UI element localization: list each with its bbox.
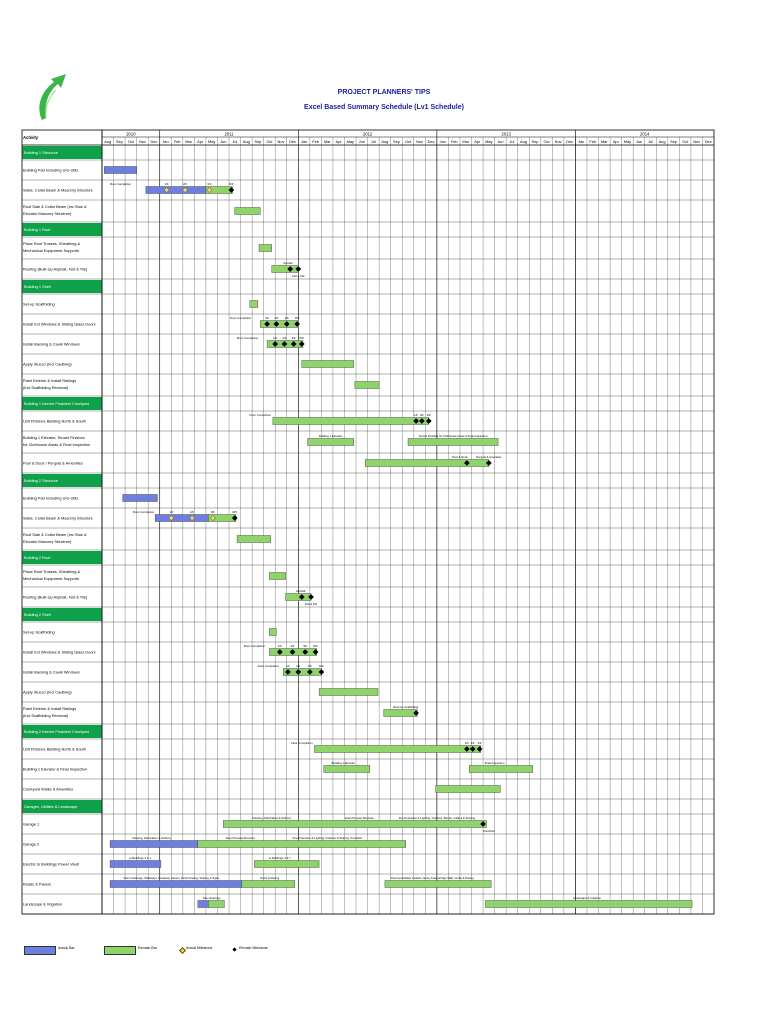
month-label: Jul (232, 138, 238, 144)
activity-label: Paint Exterior & Install Railings (23, 378, 77, 383)
legend-remain-milestone-label: Remain Milestone (239, 946, 268, 950)
month-label: Mar (462, 138, 470, 144)
bar-annotation: R/F (229, 182, 234, 187)
legend-remain-bar-label: Remain Bar (138, 946, 157, 950)
month-label: Apr (612, 138, 619, 144)
activity-label: Landscape & Irrigation (23, 901, 62, 907)
bar-annotation: 1/F (414, 413, 419, 418)
bar-annotation: Pavement/Water Feature, Entry Feature/Sign Wall, Curbs & Paving (390, 876, 474, 881)
month-label: Aug (520, 138, 527, 144)
activity-label: Set-up Scaffolding (23, 301, 55, 307)
bar-annotation: 1/F (265, 316, 270, 321)
activity-label: Mechanical Equipment Supports (23, 248, 80, 253)
month-label: Dec (150, 138, 158, 144)
activity-label: Apply Stucco (Incl Caulking) (23, 689, 72, 695)
actual-bar (198, 901, 208, 908)
bar-annotation: 3/F (307, 664, 312, 669)
activity-label: Building Pad Including U/G Utils (23, 495, 79, 501)
bar-annotation: 3/F (291, 336, 296, 341)
bar-annotation: 3/F (477, 741, 482, 746)
activity-label: Elevator Masonry Structure) (23, 539, 72, 544)
bar-annotation: Remove Scaffolding (393, 705, 419, 710)
month-label: Aug (104, 138, 112, 144)
year-label: 2014 (640, 131, 650, 137)
remain-bar (272, 266, 299, 273)
bar-annotation: Floor Completion (249, 413, 271, 418)
remain-bar (269, 573, 285, 580)
bar-annotation: Floor Completion (229, 316, 252, 321)
bar-annotation: Tenant Finishes for Clubhouse Areas & Final Inspection (418, 434, 488, 439)
month-label: Apr (474, 138, 481, 144)
remain-bar (408, 439, 498, 446)
month-label: Aug (381, 138, 389, 144)
remain-bar (273, 418, 429, 425)
bar-annotation: 3/F (207, 182, 212, 187)
bar-annotation: 2/F (274, 316, 279, 321)
activity-label: Garage 1 (23, 821, 40, 827)
remain-bar (485, 901, 692, 908)
activity-label: Building 1 Elevator, Tenant Finishes (23, 435, 85, 440)
legend-actual-bar-label: Actual Bar (58, 946, 75, 950)
month-label: Sep (392, 138, 400, 144)
activity-label: Place Roof Trusses, Sheathing & (23, 241, 81, 246)
month-label: Oct (682, 138, 689, 144)
bar-annotation: Floor Completion (236, 336, 259, 341)
activity-label: Building 1 Elevator & Final Inspection (23, 766, 88, 772)
bar-annotation: Floor Completion (257, 664, 279, 669)
bar-annotation: R/F (319, 664, 324, 669)
month-label: Oct (543, 138, 550, 144)
actual-bar (110, 841, 198, 848)
month-label: Jun (635, 138, 643, 144)
legend-actual-bar-swatch (24, 946, 56, 955)
bar-annotation: R/F (299, 336, 305, 341)
month-label: May (208, 138, 216, 144)
remain-bar (469, 766, 533, 773)
bar-annotation: 1/F (285, 664, 290, 669)
activity-label: Roof Slab & Collar Beam (Inc Stair & (23, 204, 87, 209)
activity-label: Mechanical Equipment Supports (23, 576, 80, 581)
remain-bar (208, 901, 224, 908)
month-label: Jan (162, 138, 169, 144)
bar-annotation: to Buildings 4 & 1 (129, 856, 151, 861)
month-label: Apr (197, 138, 204, 144)
month-label: Nov (554, 138, 562, 144)
section-header: Building 1 Structure (24, 150, 58, 156)
remain-bar (385, 881, 491, 888)
year-label: 2012 (362, 131, 373, 137)
bar-annotation: 3/F (210, 510, 215, 515)
activity-label: Roof Slab & Collar Beam (Inc Stair & (23, 532, 87, 537)
activity-label: Apply Stucco (Incl Caulking) (23, 361, 72, 367)
legend-actual-milestone-label: Actual Milestone (186, 946, 213, 950)
month-label: Jul (509, 138, 515, 144)
month-label: Apr (335, 138, 342, 144)
actual-bar (104, 167, 136, 174)
month-label: Dec (289, 138, 296, 144)
bar-annotation: 2/F (470, 741, 475, 746)
remain-bar (254, 861, 319, 868)
month-label: Dec (704, 138, 712, 144)
month-label: Feb (312, 138, 319, 144)
activity-label: Install Backing & Caulk Windows (23, 341, 80, 347)
bar-annotation: Floor Completion (291, 741, 313, 746)
remain-bar (286, 594, 311, 601)
month-label: May (485, 138, 493, 144)
bar-annotation: R/F (232, 510, 238, 515)
bar-annotation: Felt & Tile (304, 602, 318, 606)
bar-annotation: 2/F (282, 336, 287, 341)
remain-bar (302, 361, 354, 368)
remain-bar (436, 786, 501, 793)
section-header: Building 2 Shell (24, 612, 51, 618)
activity-label: Garage 2 (23, 841, 40, 847)
month-label: Aug (242, 138, 250, 144)
bar-annotation: 1/F (164, 182, 169, 187)
activity-label: Roofing (Built-Up Asphalt, Felt & Tile) (23, 266, 88, 272)
month-label: Jul (647, 138, 653, 144)
bar-annotation: 1/F (169, 510, 174, 515)
activity-label: for Clubhouse Areas & Final Inspection (23, 442, 91, 447)
bar-annotation: 3/F (426, 413, 431, 418)
bar-annotation: 2/F (419, 413, 424, 418)
month-label: Oct (404, 138, 412, 144)
month-label: Feb (450, 138, 458, 144)
month-label: Dec (566, 138, 574, 144)
page-subtitle: Excel Based Summary Schedule (Lv1 Schedule) (304, 104, 464, 111)
month-label: Oct (127, 138, 134, 144)
bar-annotation: 2/F (190, 510, 195, 515)
month-label: Feb (589, 138, 597, 144)
activity-label: Courtyard Walks & Amenities (23, 786, 74, 792)
bar-annotation: Asphalt (283, 261, 293, 266)
actual-bar (110, 881, 242, 888)
actual-bar (110, 861, 161, 868)
month-label: Jan (300, 138, 308, 144)
bar-annotation: Curbs & Paving (259, 876, 280, 881)
bar-annotation: Pergola & Amenities (476, 455, 502, 460)
month-label: Jun (220, 138, 227, 144)
month-label: Nov (277, 138, 285, 144)
bar-annotation: Floor Completion (243, 644, 266, 649)
bar-annotation: Building 1 Elevator (318, 434, 343, 439)
remain-bar (259, 245, 272, 252)
bar-annotation: 2/F (296, 664, 301, 669)
bar-annotation: 1/F (277, 644, 282, 649)
activity-label: Roads & Pavers (23, 881, 52, 887)
actual-bar (155, 515, 208, 522)
month-label: Oct (266, 138, 273, 144)
month-label: Mar (600, 138, 608, 144)
section-header: Building 1 Roof (24, 227, 51, 233)
month-label: Nov (693, 138, 701, 144)
remain-bar (250, 301, 258, 308)
activity-label: Slabs, Collar Beam & Masonry Structure (23, 187, 93, 193)
remain-bar (384, 710, 417, 717)
bar-annotation: 3/F (284, 316, 289, 321)
activity-label: Install Ext Windows & Sliding Glass Doors (23, 649, 96, 655)
activity-label: Unit Finishes Building North & South (23, 418, 86, 424)
remain-bar (269, 629, 276, 636)
section-header: Building 1 Interior Finishes/ Courtyard (24, 401, 90, 407)
remain-bar (319, 689, 378, 696)
activity-label: Place Roof Trusses, Sheathing & (23, 569, 81, 574)
bar-annotation: Clearing, Fabrication & Delivery (252, 816, 292, 821)
activity-label: Building Pad Including U/G Utils (23, 167, 79, 173)
remain-bar (324, 766, 370, 773)
month-label: Jun (497, 138, 504, 144)
month-label: Feb (173, 138, 181, 144)
section-header: Building 2 Interior Finishes/ Courtyard (24, 729, 90, 735)
year-label: 2010 (126, 131, 136, 137)
bar-annotation: Asphalt (295, 589, 306, 594)
bar-annotation: 1/F (273, 336, 278, 341)
bar-annotation: Site Clearings (202, 896, 221, 901)
bar-annotation: Landscape & Irrigation (572, 896, 601, 901)
bar-annotation: 2/F (183, 182, 188, 187)
activity-label: Elevator Masonry Structure) (23, 211, 72, 216)
page-title: PROJECT PLANNERS' TIPS (337, 89, 431, 96)
month-label: Jul (370, 138, 376, 144)
month-label: May (623, 138, 632, 144)
bar-annotation: R/F (294, 316, 300, 321)
bar-annotation: Clearing, Fabrication & Delivery (131, 836, 172, 841)
month-label: Dec (427, 138, 435, 144)
month-label: Nov (138, 138, 146, 144)
activity-label: (Incl Scaffolding Removal) (23, 385, 69, 390)
bar-annotation: Punchlist (483, 829, 495, 833)
remain-bar (235, 208, 260, 215)
activity-label: Paint Exterior & Install Railings (23, 706, 77, 711)
month-label: Nov (416, 138, 424, 144)
bar-annotation: Fire Protection & Lighting, Finishes & Striping, Punchlist (292, 836, 362, 841)
month-label: Sep (531, 138, 539, 144)
bar-annotation: 1/F (464, 741, 469, 746)
month-label: Sep (254, 138, 262, 144)
activity-label: Install Backing & Caulk Windows (23, 669, 80, 675)
bar-annotation: Building 1 Elevator (331, 761, 355, 766)
bar-annotation: 2/F (290, 644, 295, 649)
bar-annotation: Erect Precast Structure (226, 836, 256, 841)
remain-bar (223, 821, 486, 828)
month-label: May (346, 138, 354, 144)
month-label: Mar (185, 138, 192, 144)
section-header: Building 2 Roof (24, 555, 51, 561)
remain-bar (355, 382, 379, 389)
remain-bar (237, 536, 270, 543)
month-label: Sep (670, 138, 678, 144)
bar-annotation: Storm Drainage, Walkways, Roadway Pavers, Finish Paving, Striping & Signs (123, 876, 220, 881)
activity-header: Activity (23, 135, 39, 140)
activity-label: Unit Finishes Building North & South (23, 746, 86, 752)
activity-label: Electric to Buildings Power Vault (23, 861, 79, 867)
month-label: Jun (358, 138, 365, 144)
bar-annotation: Felt & Tile (292, 274, 305, 278)
bar-annotation: Final Inspection (484, 761, 505, 766)
remain-bar (242, 881, 295, 888)
bar-annotation: Erect Precast Structure (345, 816, 374, 821)
actual-bar (123, 495, 158, 502)
year-label: 2011 (224, 131, 234, 137)
bar-annotation: 3/F (303, 644, 308, 649)
activity-label: Roofing (Built-Up Asphalt, Felt & Tile) (23, 594, 88, 600)
remain-bar (314, 746, 480, 753)
year-label: 2013 (501, 131, 511, 137)
month-label: Mar (323, 138, 331, 144)
bar-annotation: to Buildings 3 & 7 (268, 856, 291, 861)
legend-remain-bar-swatch (104, 946, 136, 955)
section-header: Garages, Utilities & Landscape (24, 804, 78, 810)
activity-label: Install Ext Windows & Sliding Glass Doors (23, 321, 96, 327)
bar-annotation: Pool & Deck (452, 455, 468, 460)
bar-annotation: R/F (313, 644, 318, 649)
activity-label: Pool & Deck / Pergola & Amenities (23, 460, 83, 466)
remain-bar (308, 439, 354, 446)
month-label: Sep (115, 138, 123, 144)
bar-annotation: Floor Completion (132, 510, 155, 515)
activity-label: Set-up Scaffolding (23, 629, 55, 635)
remain-bar (198, 841, 406, 848)
remain-bar (365, 460, 489, 467)
section-header: Building 1 Shell (24, 284, 51, 290)
month-label: Aug (658, 138, 666, 144)
activity-label: (Incl Scaffolding Removal) (23, 713, 69, 718)
month-label: Jan (439, 138, 446, 144)
month-label: Jan (578, 138, 585, 144)
bar-annotation: Floor Completion (109, 182, 132, 187)
section-header: Building 2 Structure (24, 478, 58, 484)
activity-label: Slabs, Collar Beam & Masonry Structure (23, 515, 93, 521)
bar-annotation: Fire Protection & Lighting, Finishes, Barrier, Cables & Striping (398, 816, 476, 821)
actual-bar (146, 187, 206, 194)
